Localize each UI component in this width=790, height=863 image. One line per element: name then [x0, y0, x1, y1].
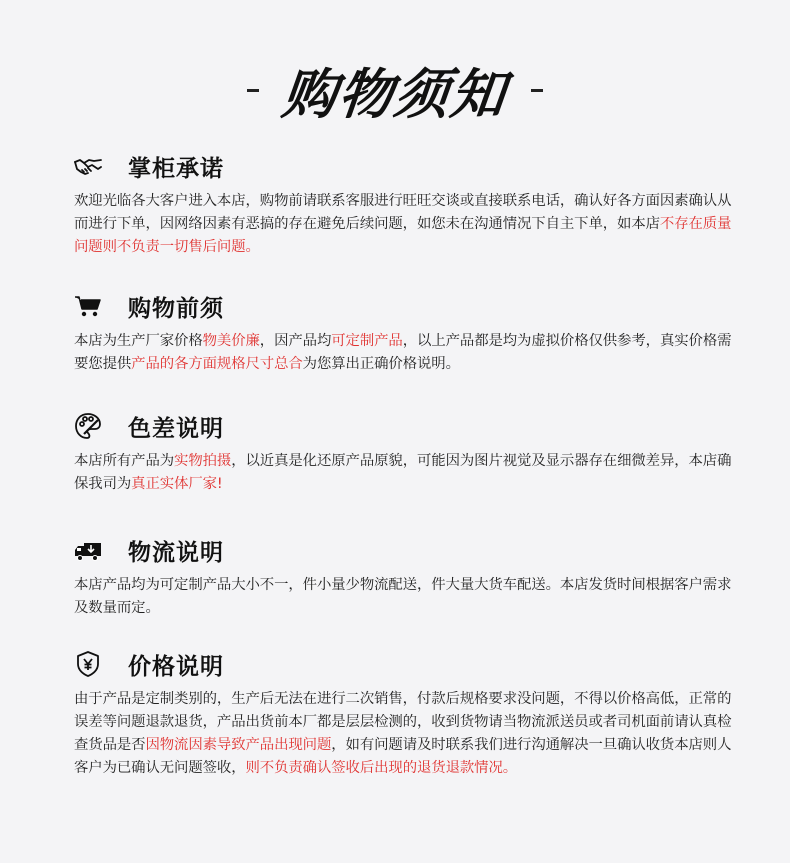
- section-title: 掌柜承诺: [128, 155, 224, 182]
- body-text-highlight: 可定制产品: [331, 333, 403, 349]
- palette-icon: [74, 412, 102, 440]
- section-color-difference: [74, 408, 734, 496]
- body-text: ，如有问题请及时联系我们进行沟通解决一旦确认收货本店则人客户为已确认无问题签收，: [74, 737, 732, 776]
- delivery-truck-icon: [74, 536, 102, 564]
- section-title: 色差说明: [128, 415, 224, 442]
- body-text-highlight: 实物拍摄: [174, 453, 232, 469]
- section-body: [74, 330, 734, 376]
- page-title: 购物须知: [279, 63, 510, 126]
- section-logistics: [74, 532, 734, 620]
- body-text-highlight: 真正实体厂家!: [131, 476, 223, 492]
- body-text: 由于产品是定制类别的，生产后无法在进行二次销售，付款后规格要求没问题，不得以价格高低，正常的误差等问题退款退货，产品出货前本厂都是层层检测的，收到货物请当物流派送员或者司机面前请认真检查货品是否: [74, 691, 732, 753]
- title-dash-right: [531, 89, 543, 92]
- section-header: [74, 408, 734, 444]
- section-header: [74, 148, 734, 184]
- body-text: 本店所有产品为: [74, 453, 175, 469]
- section-body: [74, 190, 734, 259]
- section-body: [74, 450, 734, 496]
- section-header: [74, 288, 734, 324]
- section-title: 物流说明: [128, 539, 224, 566]
- section-before-purchase: [74, 288, 734, 376]
- section-body: [74, 574, 734, 620]
- title-dash-left: [247, 89, 259, 92]
- price-shield-icon: [74, 650, 102, 678]
- section-shopkeeper-promise: [74, 148, 734, 259]
- section-price: [74, 646, 734, 780]
- page-header: [0, 52, 790, 129]
- body-text-highlight: 产品的各方面规格尺寸总合: [131, 356, 303, 372]
- body-text-highlight: 物美价廉: [202, 333, 260, 349]
- body-text: 为您算出正确价格说明。: [302, 356, 460, 372]
- section-header: [74, 532, 734, 568]
- body-text-highlight: 则不负责确认签收后出现的退货退款情况。: [245, 760, 518, 776]
- section-title: 购物前须: [128, 295, 224, 322]
- body-text: 本店为生产厂家价格: [74, 333, 203, 349]
- body-text: ，以上产品都是均为虚拟价格仅供参考，真实价格需要您提供: [74, 333, 732, 372]
- section-title: 价格说明: [128, 653, 224, 680]
- body-text: ，以近真是化还原产品原貌，可能因为图片视觉及显示器存在细微差异，本店确保我司为: [74, 453, 732, 492]
- body-text: ，因产品均: [259, 333, 332, 349]
- body-text: 本店产品均为可定制产品大小不一，件小量少物流配送，件大量大货车配送。本店发货时间根据客户需求及数量而定。: [74, 577, 732, 616]
- handshake-icon: [74, 152, 102, 180]
- shopping-cart-icon: [74, 292, 102, 320]
- body-text-highlight: 不存在质量问题则不负责一切售后问题。: [74, 216, 732, 255]
- body-text: 欢迎光临各大客户进入本店，购物前请联系客服进行旺旺交谈或直接联系电话，确认好各方面因素确认从而进行下单，因网络因素有恶搞的存在避免后续问题，如您未在沟通情况下自主下单，如本店: [74, 193, 732, 232]
- section-header: [74, 646, 734, 682]
- body-text-highlight: 因物流因素导致产品出现问题: [145, 737, 332, 753]
- section-body: [74, 688, 734, 780]
